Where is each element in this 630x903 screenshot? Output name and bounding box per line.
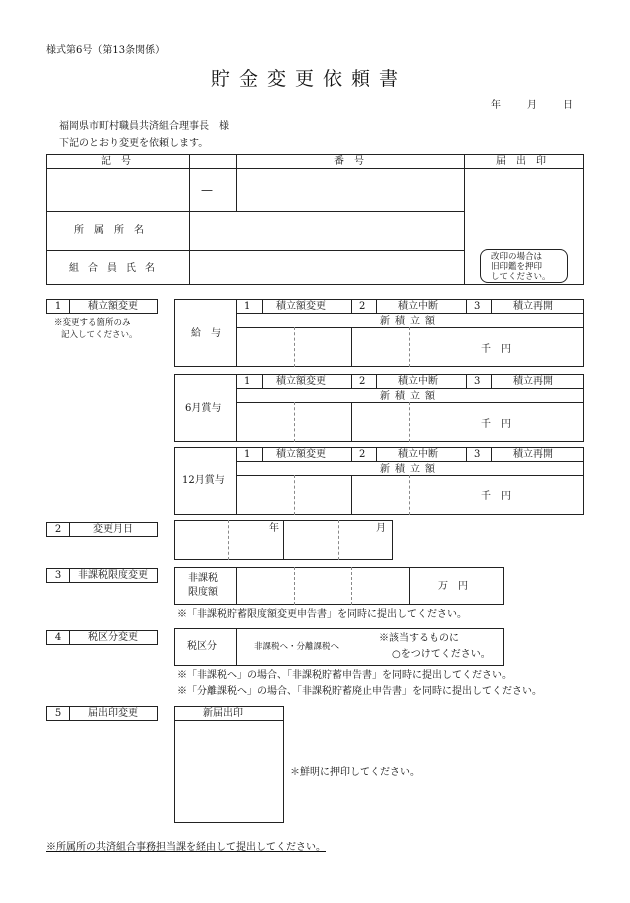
seal-note-box: 改印の場合は 旧印鑑を押印 してください。 (480, 249, 568, 283)
col-kigo: 記号 (101, 156, 141, 167)
shozoku-field[interactable] (190, 212, 463, 249)
col-bango: 番号 (334, 156, 374, 167)
unit-label: 千 円 (481, 344, 511, 355)
opt2-num: 2 (359, 376, 366, 387)
section4-note1: ※「非課税へ」の場合、「非課税貯蓄申告書」を同時に提出してください。 (177, 670, 512, 681)
opt3-num: 3 (474, 301, 481, 312)
opt1-num: 1 (244, 376, 251, 387)
unit-label: 千 円 (481, 491, 511, 502)
option-change[interactable]: 積立額変更 (276, 376, 326, 387)
option-resume[interactable]: 積立再開 (513, 376, 553, 387)
date-year[interactable]: 年 (491, 100, 501, 111)
intro-text: 下記のとおり変更を依頼します。 (59, 138, 209, 149)
section4-heading: 4 税区分変更 (46, 630, 158, 645)
opt2-num: 2 (359, 301, 366, 312)
seal-area[interactable] (465, 170, 583, 248)
footer-note: ※所属所の共済組合事務担当課を経由して提出してください。 (46, 842, 326, 853)
section2-heading: 2 変更月日 (46, 522, 158, 537)
dec-bonus-amount-field[interactable] (237, 476, 583, 514)
form-number: 様式第6号（第13条関係） (46, 45, 166, 56)
new-seal-area[interactable] (175, 721, 283, 822)
opt1-num: 1 (244, 449, 251, 460)
section1-note-line2: 記入してください。 (61, 330, 138, 340)
section1-note-line1: ※変更する箇所のみ (54, 318, 131, 328)
section5-note: ＊鮮明に押印してください。 (290, 767, 420, 778)
addressee: 福岡県市町村職員共済組合理事長 様 (59, 121, 229, 132)
tax-hint-line1: ※該当するものに (379, 633, 459, 644)
change-year-label: 年 (269, 523, 279, 534)
section1-heading: 1 積立額変更 (46, 299, 158, 314)
opt1-num: 1 (244, 301, 251, 312)
section5-heading: 5 届出印変更 (46, 706, 158, 721)
date-month[interactable]: 月 (527, 100, 537, 111)
kigo-field[interactable] (47, 170, 188, 210)
kumiai-field[interactable] (190, 251, 463, 284)
tax-cell-label: 税区分 (187, 641, 217, 652)
new-amount-label: 新積立額 (380, 464, 440, 475)
new-seal-label: 新届出印 (203, 708, 243, 719)
option-change[interactable]: 積立額変更 (276, 301, 326, 312)
date-day[interactable]: 日 (563, 100, 573, 111)
page-title: 貯金変更依頼書 (211, 68, 408, 90)
shozoku-label: 所属所名 (74, 225, 154, 236)
unit-label: 千 円 (481, 419, 511, 430)
row-label: 12月賞与 (182, 475, 225, 486)
section3-heading: 3 非課税限度変更 (46, 568, 158, 583)
kumiai-label: 組合員氏名 (69, 263, 164, 274)
tax-choices[interactable]: 非課税へ・分離課税へ (254, 642, 340, 652)
option-pause[interactable]: 積立中断 (398, 449, 438, 460)
row-label: 6月賞与 (185, 403, 222, 414)
option-pause[interactable]: 積立中断 (398, 376, 438, 387)
new-amount-label: 新積立額 (380, 391, 440, 402)
section4-note2: ※「分離課税へ」の場合、「非課税貯蓄廃止申告書」を同時に提出してください。 (177, 686, 542, 697)
row-label: 給 与 (191, 328, 221, 339)
option-resume[interactable]: 積立再開 (513, 301, 553, 312)
option-resume[interactable]: 積立再開 (513, 449, 553, 460)
option-change[interactable]: 積立額変更 (276, 449, 326, 460)
opt3-num: 3 (474, 449, 481, 460)
tax-hint-line2: ○をつけてください。 (392, 649, 491, 660)
kigo-dash: — (201, 183, 213, 197)
limit-cell-line1: 非課税 (188, 573, 218, 584)
salary-amount-field[interactable] (237, 328, 583, 366)
limit-cell-line2: 限度額 (188, 587, 218, 598)
section3-note: ※「非課税貯蓄限度額変更申告書」を同時に提出してください。 (177, 609, 467, 620)
new-amount-label: 新積立額 (380, 316, 440, 327)
col-todokede: 届出印 (496, 156, 556, 167)
opt3-num: 3 (474, 376, 481, 387)
bango-field[interactable] (237, 170, 463, 210)
limit-unit: 万 円 (438, 581, 468, 592)
change-month-label: 月 (376, 523, 386, 534)
opt2-num: 2 (359, 449, 366, 460)
option-pause[interactable]: 積立中断 (398, 301, 438, 312)
june-bonus-amount-field[interactable] (237, 403, 583, 441)
